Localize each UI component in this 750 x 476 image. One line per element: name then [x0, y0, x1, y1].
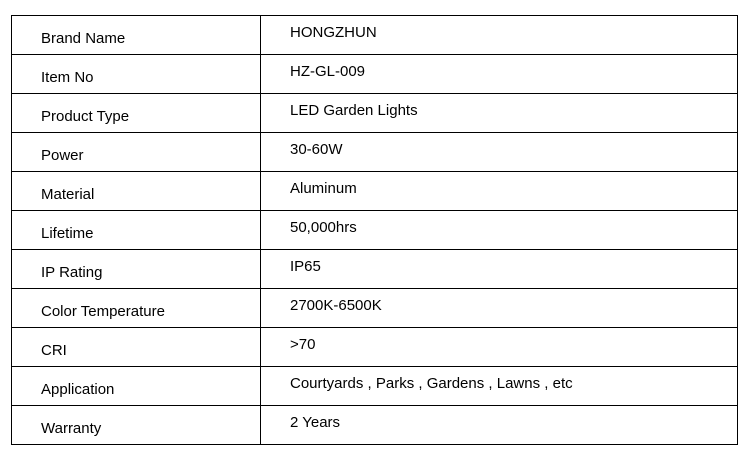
spec-value: 30-60W — [261, 133, 738, 172]
spec-value: IP65 — [261, 250, 738, 289]
table-row — [12, 406, 738, 445]
table-row — [12, 55, 738, 94]
spec-label: Warranty — [12, 406, 261, 445]
spec-value: >70 — [261, 328, 738, 367]
spec-value: HZ-GL-009 — [261, 55, 738, 94]
table-row — [12, 289, 738, 328]
spec-value: LED Garden Lights — [261, 94, 738, 133]
spec-label: Material — [12, 172, 261, 211]
table-row — [12, 328, 738, 367]
table-row — [12, 94, 738, 133]
spec-value: Aluminum — [261, 172, 738, 211]
table-row — [12, 16, 738, 55]
spec-label: Item No — [12, 55, 261, 94]
table-row — [12, 172, 738, 211]
spec-value: Courtyards , Parks , Gardens , Lawns , etc — [261, 367, 738, 406]
product-spec-table — [11, 15, 738, 445]
table-row — [12, 211, 738, 250]
spec-value: 50,000hrs — [261, 211, 738, 250]
table-row — [12, 250, 738, 289]
spec-label: CRI — [12, 328, 261, 367]
spec-label: Lifetime — [12, 211, 261, 250]
spec-label: IP Rating — [12, 250, 261, 289]
spec-label: Power — [12, 133, 261, 172]
spec-label: Product Type — [12, 94, 261, 133]
spec-value: HONGZHUN — [261, 16, 738, 55]
spec-label: Color Temperature — [12, 289, 261, 328]
table-row — [12, 367, 738, 406]
spec-value: 2 Years — [261, 406, 738, 445]
spec-label: Brand Name — [12, 16, 261, 55]
spec-label: Application — [12, 367, 261, 406]
spec-value: 2700K-6500K — [261, 289, 738, 328]
table-row — [12, 133, 738, 172]
